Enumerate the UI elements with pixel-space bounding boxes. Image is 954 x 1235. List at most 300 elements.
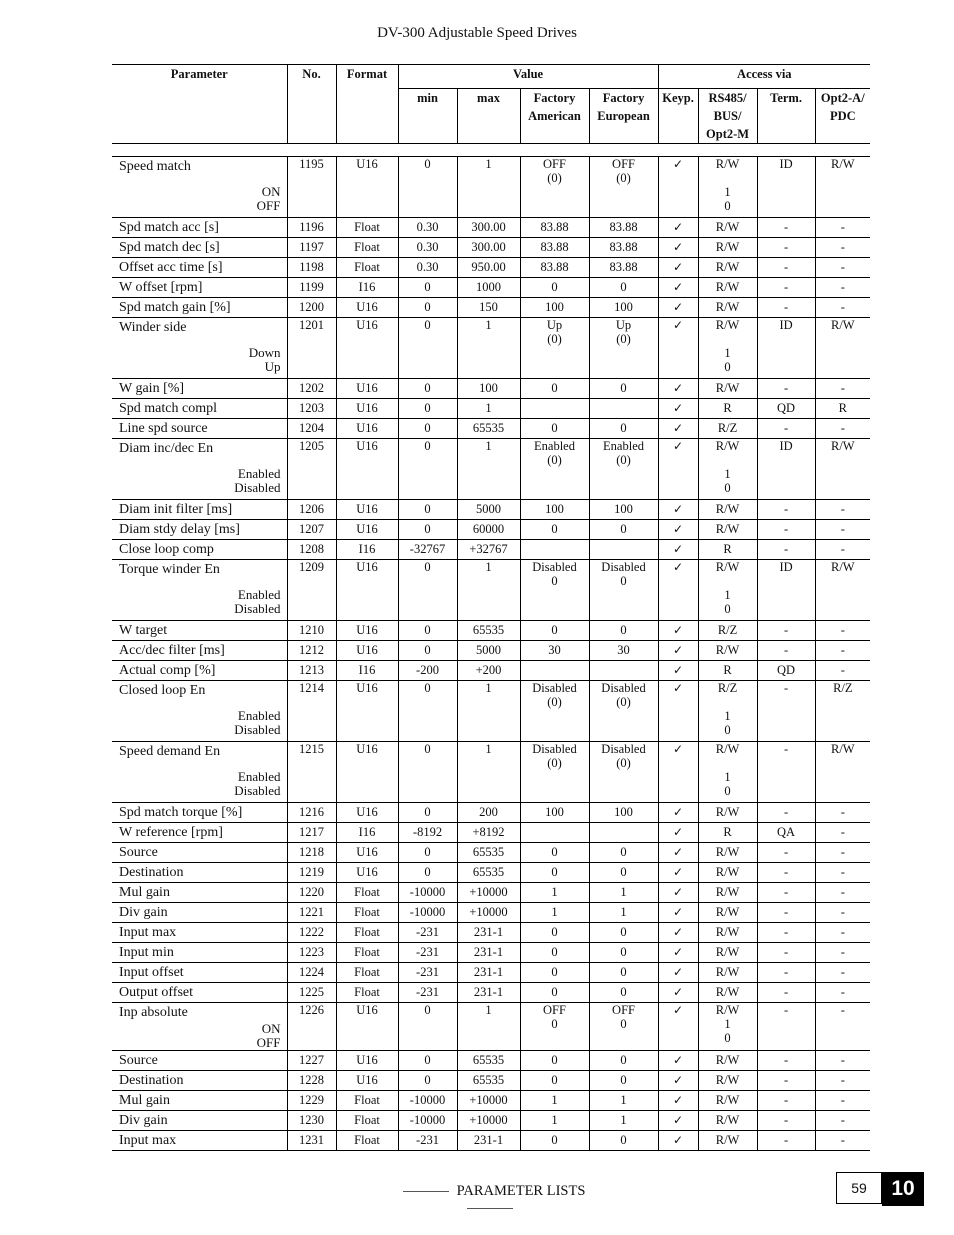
keypad-cell: ✓ <box>658 298 698 318</box>
param-name: Closed loop En <box>119 683 206 698</box>
max-cell: 65535 <box>457 1051 520 1071</box>
opt2a-access-cell: - <box>815 863 870 883</box>
factory-american: 0 <box>551 421 558 435</box>
bus-access-cell: R/Z <box>698 419 757 439</box>
opt2a-access-cell: - <box>815 1003 870 1051</box>
format-cell: U16 <box>336 843 398 863</box>
bus-access: R/W <box>715 1003 740 1017</box>
factory-european: 0 <box>620 421 627 435</box>
terminal-cell: - <box>757 1131 815 1151</box>
bus-access-cell <box>698 742 757 803</box>
keypad-cell: ✓ <box>658 943 698 963</box>
factory-european-cell <box>589 278 658 298</box>
factory-american: 0 <box>551 845 558 859</box>
terminal-cell: - <box>757 621 815 641</box>
keypad-cell: ✓ <box>658 318 698 379</box>
factory-european-cell <box>589 540 658 560</box>
factory-american: 0 <box>551 280 558 294</box>
format-cell: U16 <box>336 1071 398 1091</box>
param-name-cell <box>112 923 287 943</box>
format-cell: Float <box>336 903 398 923</box>
opt2a-access-cell: - <box>815 1051 870 1071</box>
table-row <box>112 419 870 439</box>
keypad-cell: ✓ <box>658 742 698 803</box>
table-row <box>112 540 870 560</box>
factory-american-cell <box>520 278 589 298</box>
factory-european: 0 <box>620 623 627 637</box>
bus-access-cell: R/W <box>698 1111 757 1131</box>
param-name-cell <box>112 1091 287 1111</box>
param-name-cell <box>112 399 287 419</box>
opt2a-access-cell: - <box>815 379 870 399</box>
bus-code: 1 <box>724 588 731 602</box>
bus-code: 1 <box>724 346 731 360</box>
bus-access-cell: R/W <box>698 983 757 1003</box>
bus-access-cell: R/W <box>698 923 757 943</box>
param-name: Mul gain <box>119 1093 170 1108</box>
factory-american: 1 <box>551 885 558 899</box>
param-name-cell <box>112 258 287 278</box>
factory-european-cell <box>589 983 658 1003</box>
factory-european: OFF (0) <box>612 157 635 185</box>
opt2a-access-cell: - <box>815 903 870 923</box>
max-cell: 1 <box>457 681 520 742</box>
factory-european: 1 <box>620 1113 627 1127</box>
keypad-cell: ✓ <box>658 883 698 903</box>
bus-access-cell: R/W <box>698 1131 757 1151</box>
param-name: W gain [%] <box>119 381 185 396</box>
factory-european-cell <box>589 1003 658 1051</box>
param-name-cell <box>112 1131 287 1151</box>
table-row <box>112 1131 870 1151</box>
min-cell: 0.30 <box>398 238 457 258</box>
param-name-cell <box>112 843 287 863</box>
col-term: Term. <box>757 89 815 144</box>
bus-access-cell <box>698 157 757 218</box>
opt2a-access-cell: - <box>815 843 870 863</box>
table-row <box>112 903 870 923</box>
factory-american-cell <box>520 641 589 661</box>
col-min: min <box>398 89 457 144</box>
opt2a-access-cell: - <box>815 278 870 298</box>
max-cell: 231-1 <box>457 1131 520 1151</box>
factory-american-cell <box>520 298 589 318</box>
param-no-cell: 1230 <box>287 1111 336 1131</box>
min-cell: 0 <box>398 843 457 863</box>
factory-american-cell <box>520 1071 589 1091</box>
param-name-cell <box>112 681 287 742</box>
param-name-cell <box>112 661 287 681</box>
param-name-cell <box>112 379 287 399</box>
param-option: Enabled <box>237 708 281 723</box>
table-row <box>112 621 870 641</box>
opt2a-access-cell: - <box>815 218 870 238</box>
keypad-cell: ✓ <box>658 903 698 923</box>
min-cell: -200 <box>398 661 457 681</box>
col-rs485: RS485/ BUS/ Opt2-M <box>698 89 757 144</box>
table-header <box>112 65 870 157</box>
param-no-cell: 1212 <box>287 641 336 661</box>
param-name: Output offset <box>119 985 194 1000</box>
factory-european-cell <box>589 621 658 641</box>
param-option: Disabled <box>234 480 281 495</box>
param-option: OFF <box>256 198 281 213</box>
parameter-table <box>112 64 870 1151</box>
opt2a-access-cell: - <box>815 621 870 641</box>
param-name-cell <box>112 742 287 803</box>
factory-european: 100 <box>614 502 633 516</box>
param-no-cell: 1200 <box>287 298 336 318</box>
param-name: W reference [rpm] <box>119 825 223 840</box>
format-cell: I16 <box>336 540 398 560</box>
param-no-cell: 1204 <box>287 419 336 439</box>
keypad-cell: ✓ <box>658 1071 698 1091</box>
max-cell: 1 <box>457 318 520 379</box>
opt2a-access-cell: - <box>815 1071 870 1091</box>
opt2a-access-cell: - <box>815 803 870 823</box>
max-cell: 200 <box>457 803 520 823</box>
bus-access-cell: R/W <box>698 258 757 278</box>
terminal-cell: ID <box>757 157 815 218</box>
factory-european-cell <box>589 157 658 218</box>
param-name: Spd match compl <box>119 401 217 416</box>
factory-european: Enabled (0) <box>603 439 644 467</box>
format-cell: Float <box>336 238 398 258</box>
min-cell: -10000 <box>398 883 457 903</box>
param-name-cell <box>112 621 287 641</box>
min-cell: -10000 <box>398 1091 457 1111</box>
factory-european-cell <box>589 903 658 923</box>
keypad-cell: ✓ <box>658 439 698 500</box>
min-cell: -8192 <box>398 823 457 843</box>
factory-european: 0 <box>620 1073 627 1087</box>
opt2a-access-cell: - <box>815 1111 870 1131</box>
factory-european-cell <box>589 419 658 439</box>
bus-code: 0 <box>724 723 731 737</box>
factory-american: 83.88 <box>540 220 569 234</box>
keypad-cell: ✓ <box>658 258 698 278</box>
factory-european-cell <box>589 863 658 883</box>
opt2a-access-cell: - <box>815 883 870 903</box>
param-name-cell <box>112 318 287 379</box>
param-name-cell <box>112 803 287 823</box>
max-cell: 65535 <box>457 419 520 439</box>
opt2a-access-cell: - <box>815 923 870 943</box>
max-cell: 300.00 <box>457 238 520 258</box>
factory-european-cell <box>589 1071 658 1091</box>
bus-access-cell: R <box>698 661 757 681</box>
keypad-cell: ✓ <box>658 983 698 1003</box>
min-cell: 0.30 <box>398 258 457 278</box>
keypad-cell: ✓ <box>658 1003 698 1051</box>
terminal-cell: - <box>757 298 815 318</box>
format-cell: U16 <box>336 621 398 641</box>
max-cell: 1 <box>457 399 520 419</box>
table-row <box>112 218 870 238</box>
param-no-cell: 1196 <box>287 218 336 238</box>
factory-american-cell <box>520 379 589 399</box>
page-number: 59 <box>836 1172 882 1204</box>
param-option: Enabled <box>237 466 281 481</box>
keypad-cell: ✓ <box>658 681 698 742</box>
min-cell: -231 <box>398 983 457 1003</box>
terminal-cell: - <box>757 1071 815 1091</box>
param-no-cell: 1227 <box>287 1051 336 1071</box>
param-name-cell <box>112 883 287 903</box>
param-name: Diam stdy delay [ms] <box>119 522 240 537</box>
max-cell: 950.00 <box>457 258 520 278</box>
factory-american-cell <box>520 923 589 943</box>
max-cell: 231-1 <box>457 923 520 943</box>
param-option: OFF <box>256 1035 281 1050</box>
table-row <box>112 1071 870 1091</box>
col-group-access: Access via <box>658 65 870 89</box>
factory-american-cell <box>520 903 589 923</box>
factory-european-cell <box>589 1051 658 1071</box>
terminal-cell: - <box>757 379 815 399</box>
factory-american: 83.88 <box>540 260 569 274</box>
footer-rule-left <box>403 1191 449 1192</box>
format-cell: Float <box>336 923 398 943</box>
opt2a-access-cell: - <box>815 298 870 318</box>
factory-european-cell <box>589 500 658 520</box>
factory-american: Up (0) <box>546 318 563 346</box>
terminal-cell: - <box>757 923 815 943</box>
keypad-cell: ✓ <box>658 419 698 439</box>
opt2a-access-cell: - <box>815 1091 870 1111</box>
factory-european-cell <box>589 943 658 963</box>
min-cell: 0 <box>398 157 457 218</box>
min-cell: 0 <box>398 379 457 399</box>
factory-american-cell <box>520 439 589 500</box>
factory-american-cell <box>520 1051 589 1071</box>
factory-european: 0 <box>620 1133 627 1147</box>
max-cell: 100 <box>457 379 520 399</box>
factory-american-cell <box>520 419 589 439</box>
terminal-cell: - <box>757 803 815 823</box>
terminal-cell: ID <box>757 560 815 621</box>
factory-european-cell <box>589 399 658 419</box>
param-no-cell: 1216 <box>287 803 336 823</box>
factory-european: 0 <box>620 522 627 536</box>
format-cell: U16 <box>336 641 398 661</box>
opt2a-access-cell: - <box>815 500 870 520</box>
factory-american: 100 <box>545 300 564 314</box>
keypad-cell: ✓ <box>658 803 698 823</box>
param-name-cell <box>112 419 287 439</box>
bus-access-cell: R/W <box>698 238 757 258</box>
factory-american: Disabled (0) <box>532 742 577 770</box>
bus-access-cell: R/W <box>698 218 757 238</box>
keypad-cell: ✓ <box>658 238 698 258</box>
bus-code: 0 <box>724 199 731 213</box>
factory-american-cell <box>520 258 589 278</box>
factory-american-cell <box>520 238 589 258</box>
opt2a-access-cell: - <box>815 258 870 278</box>
min-cell: 0 <box>398 318 457 379</box>
factory-american-cell <box>520 1131 589 1151</box>
max-cell: 1 <box>457 560 520 621</box>
table-row <box>112 742 870 803</box>
col-max: max <box>457 89 520 144</box>
table-row <box>112 863 870 883</box>
factory-european-cell <box>589 641 658 661</box>
factory-american-cell <box>520 1091 589 1111</box>
factory-american: 0 <box>551 925 558 939</box>
min-cell: 0 <box>398 419 457 439</box>
param-option: Disabled <box>234 722 281 737</box>
min-cell: 0 <box>398 803 457 823</box>
factory-european-cell <box>589 963 658 983</box>
format-cell: U16 <box>336 803 398 823</box>
min-cell: 0 <box>398 399 457 419</box>
col-factory-american: Factory American <box>520 89 589 144</box>
table-row <box>112 1003 870 1051</box>
footer-label: PARAMETER LISTS <box>456 1183 586 1199</box>
bus-access-cell: R/W <box>698 1071 757 1091</box>
param-no-cell: 1218 <box>287 843 336 863</box>
terminal-cell: ID <box>757 439 815 500</box>
factory-european-cell <box>589 298 658 318</box>
factory-european-cell <box>589 661 658 681</box>
bus-access-cell: R/W <box>698 500 757 520</box>
factory-european: Disabled 0 <box>601 560 646 588</box>
table-row <box>112 157 870 218</box>
format-cell: U16 <box>336 560 398 621</box>
factory-american-cell <box>520 661 589 681</box>
opt2a-access-cell: - <box>815 1131 870 1151</box>
keypad-cell: ✓ <box>658 641 698 661</box>
factory-european: 83.88 <box>609 260 638 274</box>
factory-european: 0 <box>620 280 627 294</box>
factory-european: 100 <box>614 805 633 819</box>
opt2a-access-cell: - <box>815 823 870 843</box>
terminal-cell: - <box>757 863 815 883</box>
param-name-cell <box>112 540 287 560</box>
format-cell: U16 <box>336 1003 398 1051</box>
format-cell: Float <box>336 963 398 983</box>
factory-european: 30 <box>617 643 630 657</box>
param-no-cell: 1202 <box>287 379 336 399</box>
keypad-cell: ✓ <box>658 1131 698 1151</box>
bus-access-cell: R/W <box>698 641 757 661</box>
factory-american-cell <box>520 157 589 218</box>
param-no-cell: 1225 <box>287 983 336 1003</box>
opt2a-access-cell: R/W <box>815 318 870 379</box>
factory-american: 1 <box>551 1093 558 1107</box>
min-cell: 0 <box>398 298 457 318</box>
bus-code: 0 <box>724 1031 731 1045</box>
table-row <box>112 963 870 983</box>
format-cell: U16 <box>336 742 398 803</box>
max-cell: 150 <box>457 298 520 318</box>
opt2a-access-cell: R/W <box>815 742 870 803</box>
param-name: Mul gain <box>119 885 170 900</box>
chapter-tab: 10 <box>882 1172 924 1206</box>
format-cell: I16 <box>336 661 398 681</box>
factory-american-cell <box>520 963 589 983</box>
col-opt2a: Opt2-A/ PDC <box>815 89 870 144</box>
bus-access-cell: R/W <box>698 843 757 863</box>
param-name-cell <box>112 278 287 298</box>
min-cell: -10000 <box>398 1111 457 1131</box>
table-row <box>112 298 870 318</box>
opt2a-access-cell: R/W <box>815 157 870 218</box>
col-group-value: Value <box>398 65 658 89</box>
factory-american-cell <box>520 218 589 238</box>
keypad-cell: ✓ <box>658 399 698 419</box>
factory-american: Disabled (0) <box>532 681 577 709</box>
terminal-cell: - <box>757 238 815 258</box>
factory-european: 0 <box>620 985 627 999</box>
format-cell: Float <box>336 1091 398 1111</box>
factory-american-cell <box>520 621 589 641</box>
table-row <box>112 983 870 1003</box>
col-format: Format <box>336 65 398 144</box>
opt2a-access-cell: - <box>815 540 870 560</box>
param-no-cell: 1206 <box>287 500 336 520</box>
bus-code: 0 <box>724 360 731 374</box>
factory-european: 0 <box>620 945 627 959</box>
opt2a-access-cell: - <box>815 943 870 963</box>
param-no-cell: 1221 <box>287 903 336 923</box>
factory-american-cell <box>520 1111 589 1131</box>
terminal-cell: QD <box>757 661 815 681</box>
factory-european-cell <box>589 439 658 500</box>
min-cell: -231 <box>398 963 457 983</box>
factory-american: 1 <box>551 1113 558 1127</box>
bus-code: 0 <box>724 602 731 616</box>
min-cell: 0 <box>398 621 457 641</box>
bus-code: 1 <box>724 770 731 784</box>
param-name: Actual comp [%] <box>119 663 216 678</box>
param-option: Disabled <box>234 601 281 616</box>
max-cell: 65535 <box>457 863 520 883</box>
factory-american: 0 <box>551 522 558 536</box>
max-cell: +10000 <box>457 903 520 923</box>
bus-access-cell <box>698 681 757 742</box>
bus-code: 1 <box>724 467 731 481</box>
table-row <box>112 379 870 399</box>
bus-access-cell: R/W <box>698 903 757 923</box>
param-name: Diam inc/dec En <box>119 441 214 456</box>
format-cell: U16 <box>336 520 398 540</box>
factory-american-cell <box>520 843 589 863</box>
bus-access-cell <box>698 439 757 500</box>
param-name: Offset acc time [s] <box>119 260 223 275</box>
param-name: Input max <box>119 1133 177 1148</box>
min-cell: 0 <box>398 742 457 803</box>
factory-american: 100 <box>545 502 564 516</box>
max-cell: 1 <box>457 157 520 218</box>
max-cell: 60000 <box>457 520 520 540</box>
param-name: Spd match acc [s] <box>119 220 219 235</box>
min-cell: 0.30 <box>398 218 457 238</box>
param-name-cell <box>112 963 287 983</box>
format-cell: U16 <box>336 1051 398 1071</box>
col-keyp: Keyp. <box>658 89 698 144</box>
bus-access-cell <box>698 1003 757 1051</box>
terminal-cell: - <box>757 540 815 560</box>
keypad-cell: ✓ <box>658 1111 698 1131</box>
param-name-cell <box>112 218 287 238</box>
max-cell: 65535 <box>457 1071 520 1091</box>
bus-code: 1 <box>724 709 731 723</box>
param-name-cell <box>112 1051 287 1071</box>
min-cell: 0 <box>398 681 457 742</box>
factory-european: 0 <box>620 1053 627 1067</box>
factory-european: Disabled (0) <box>601 681 646 709</box>
